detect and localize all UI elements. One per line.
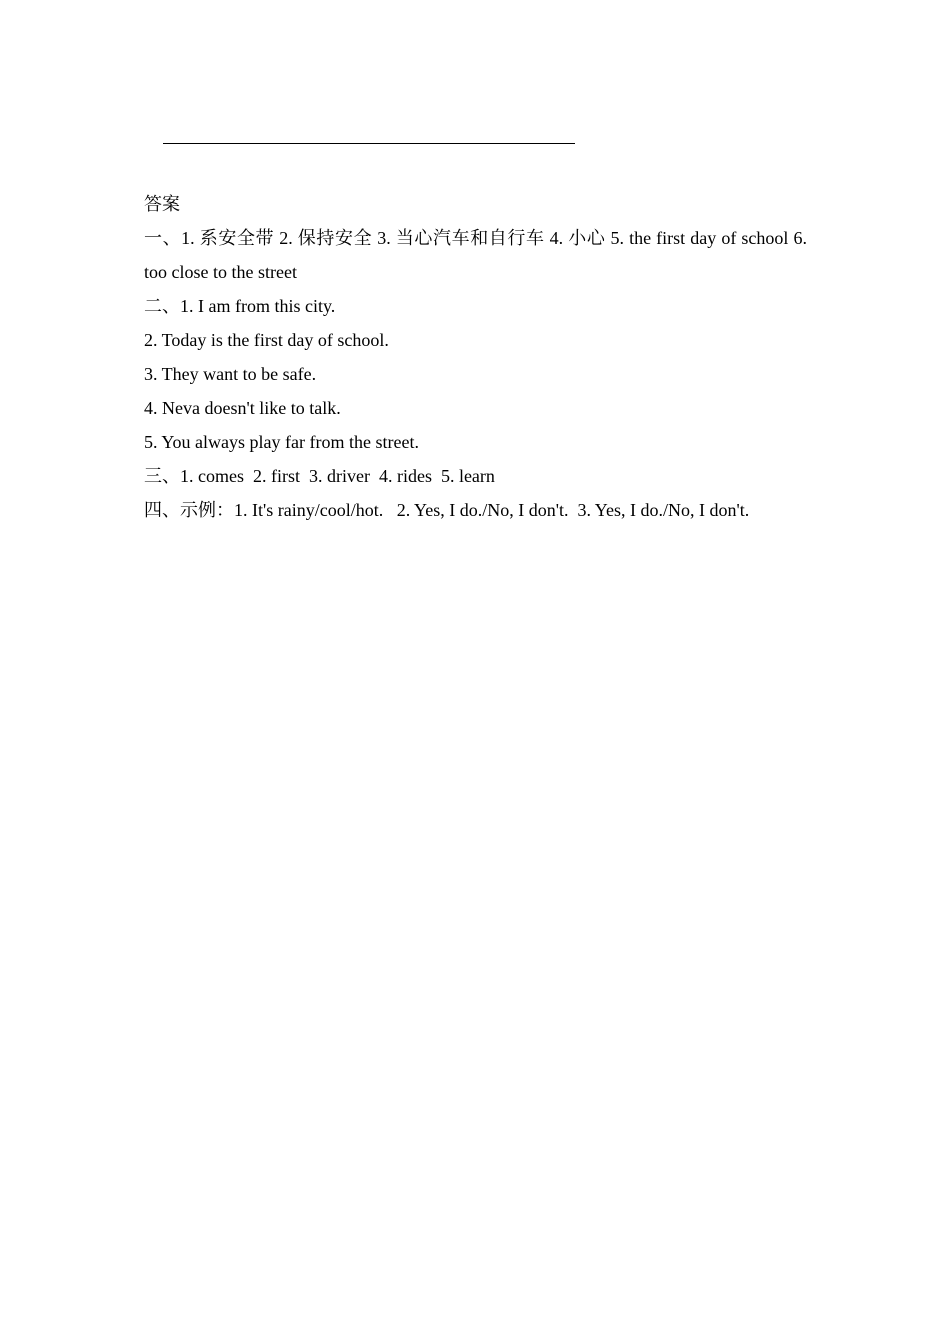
answer-part-2-item-1: 二、1. I am from this city. [144, 296, 336, 316]
answer-part-2-item-3: 3. They want to be safe. [144, 364, 317, 384]
answer-part-2-item-4: 4. Neva doesn't like to talk. [144, 398, 341, 418]
answer-part-1: 一、1. 系安全带 2. 保持安全 3. 当心汽车和自行车 4. 小心 5. the first day of school 6. too close to the street [144, 228, 807, 282]
answer-heading: 答案 [144, 194, 180, 214]
answer-section [144, 187, 807, 527]
answer-part-3: 三、1. comes 2. first 3. driver 4. rides 5. learn [144, 466, 495, 486]
answer-part-2-item-2: 2. Today is the first day of school. [144, 330, 389, 350]
answer-part-4: 四、示例：1. It's rainy/cool/hot. 2. Yes, I do./No, I don't. 3. Yes, I do./No, I don't. [144, 500, 750, 520]
answer-part-2-item-5: 5. You always play far from the street. [144, 432, 419, 452]
answer-blank-line [163, 143, 575, 144]
